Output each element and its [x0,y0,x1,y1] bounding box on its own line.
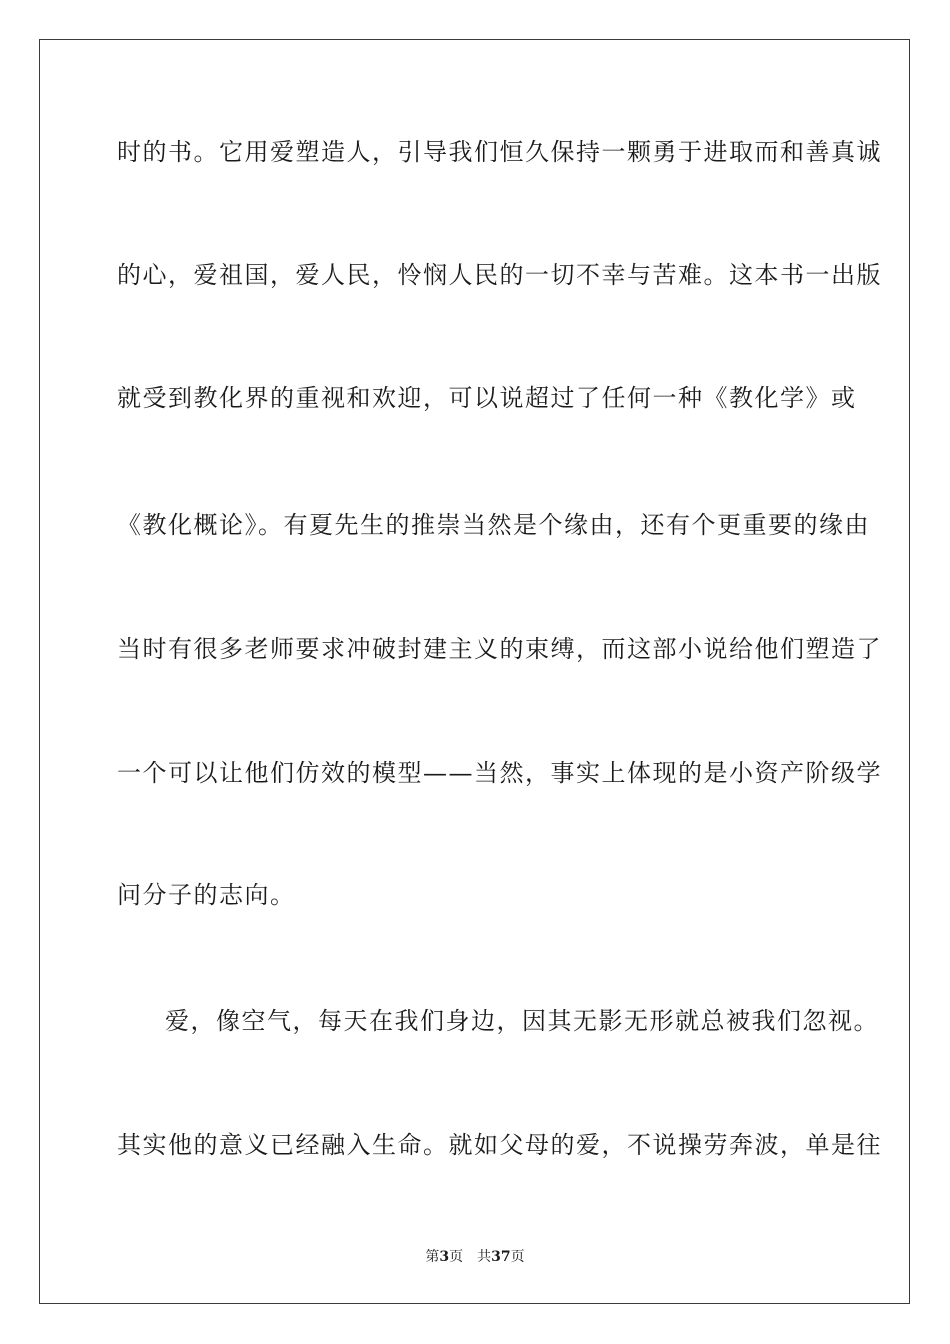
text-line-6: 一个可以让他们仿效的模型——当然，事实上体现的是小资产阶级学 [117,759,882,787]
text-line-4: 《教化概论》。有夏先生的推崇当然是个缘由，还有个更重要的缘由 [117,511,870,539]
paragraph-start-line: 爱，像空气，每天在我们身边，因其无影无形就总被我们忽视。 [165,1007,879,1035]
text-line-3: 就受到教化界的重视和欢迎，可以说超过了任何一种《教化学》或 [117,384,857,412]
text-line-5: 当时有很多老师要求冲破封建主义的束缚，而这部小说给他们塑造了 [117,635,882,663]
current-page-number: 3 [439,1249,450,1265]
text-line-2: 的心，爱祖国，爱人民，怜悯人民的一切不幸与苦难。这本书一出版 [117,261,882,289]
total-pages-number: 37 [491,1249,511,1265]
page-prefix: 第 [425,1249,440,1265]
text-line-7: 问分子的志向。 [117,881,296,909]
total-suffix: 页 [510,1249,525,1265]
page-border [39,39,910,1304]
text-line-1: 时的书。它用爱塑造人，引导我们恒久保持一颗勇于进取而和善真诚 [117,138,882,166]
page-suffix: 页 [449,1249,464,1265]
total-prefix: 共 [477,1249,492,1265]
page-footer [0,1248,950,1266]
text-line-9: 其实他的意义已经融入生命。就如父母的爱，不说操劳奔波，单是往 [117,1131,882,1159]
